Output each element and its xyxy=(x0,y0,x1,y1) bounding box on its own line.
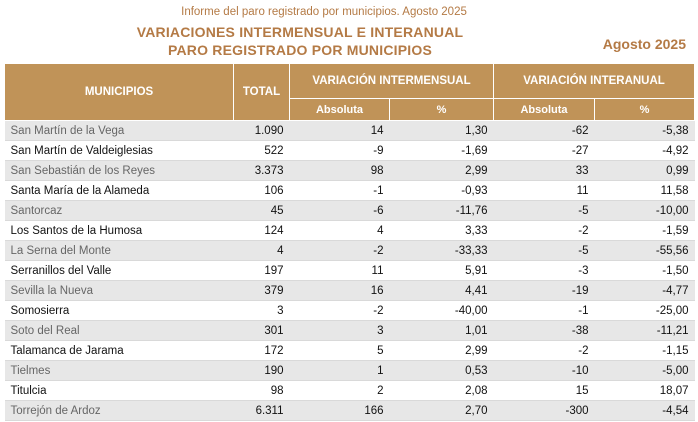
interanual-pct-value: -25,00 xyxy=(595,301,695,321)
interanual-pct-value: -11,21 xyxy=(595,321,695,341)
table-row xyxy=(5,221,695,241)
col-header-interanual-absoluta: Absoluta xyxy=(494,99,595,121)
intermensual-absoluta-value: 2 xyxy=(290,381,390,401)
table-row xyxy=(5,181,695,201)
col-header-interanual: VARIACIÓN INTERANUAL xyxy=(494,64,695,99)
interanual-absoluta-value: -300 xyxy=(494,401,595,421)
intermensual-absoluta-value: -1 xyxy=(290,181,390,201)
interanual-absoluta-value: -27 xyxy=(494,141,595,161)
report-period: Agosto 2025 xyxy=(602,36,686,52)
municipio-name: Serranillos del Valle xyxy=(5,261,234,281)
report-title-line-1: VARIACIONES INTERMENSUAL E INTERANUAL xyxy=(136,24,464,40)
intermensual-pct-value: 2,08 xyxy=(390,381,494,401)
table-row xyxy=(5,401,695,421)
total-value: 379 xyxy=(234,281,290,301)
interanual-pct-value: -4,92 xyxy=(595,141,695,161)
intermensual-absoluta-value: -6 xyxy=(290,201,390,221)
report-subtitle: Informe del paro registrado por municipios. Agosto 2025 xyxy=(181,6,467,18)
interanual-absoluta-value: -10 xyxy=(494,361,595,381)
table-head xyxy=(5,64,695,121)
intermensual-absoluta-value: -9 xyxy=(290,141,390,161)
intermensual-absoluta-value: 1 xyxy=(290,361,390,381)
intermensual-pct-value: -0,93 xyxy=(390,181,494,201)
interanual-absoluta-value: -5 xyxy=(494,241,595,261)
total-value: 197 xyxy=(234,261,290,281)
intermensual-pct-value: 0,53 xyxy=(390,361,494,381)
interanual-pct-value: -5,00 xyxy=(595,361,695,381)
interanual-pct-value: -4,54 xyxy=(595,401,695,421)
col-header-total: TOTAL xyxy=(234,64,290,121)
table-row xyxy=(5,361,695,381)
interanual-absoluta-value: -3 xyxy=(494,261,595,281)
intermensual-absoluta-value: 5 xyxy=(290,341,390,361)
col-header-intermensual-pct: % xyxy=(390,99,494,121)
interanual-absoluta-value: 33 xyxy=(494,161,595,181)
interanual-pct-value: -10,00 xyxy=(595,201,695,221)
total-value: 124 xyxy=(234,221,290,241)
intermensual-pct-value: 1,30 xyxy=(390,121,494,141)
intermensual-pct-value: -11,76 xyxy=(390,201,494,221)
interanual-pct-value: -55,56 xyxy=(595,241,695,261)
intermensual-absoluta-value: 4 xyxy=(290,221,390,241)
table-row xyxy=(5,201,695,221)
municipio-name: Titulcia xyxy=(5,381,234,401)
table-row xyxy=(5,141,695,161)
table-row xyxy=(5,241,695,261)
municipio-name: Talamanca de Jarama xyxy=(5,341,234,361)
municipios-table xyxy=(4,63,695,421)
interanual-absoluta-value: -1 xyxy=(494,301,595,321)
total-value: 3.373 xyxy=(234,161,290,181)
intermensual-pct-value: 2,99 xyxy=(390,341,494,361)
municipio-name: Somosierra xyxy=(5,301,234,321)
table-body xyxy=(5,121,695,421)
intermensual-pct-value: 2,70 xyxy=(390,401,494,421)
header-row-main xyxy=(5,64,695,99)
intermensual-absoluta-value: 14 xyxy=(290,121,390,141)
intermensual-pct-value: 1,01 xyxy=(390,321,494,341)
municipio-name: San Sebastián de los Reyes xyxy=(5,161,234,181)
municipio-name: Santorcaz xyxy=(5,201,234,221)
table-row xyxy=(5,281,695,301)
intermensual-absoluta-value: 11 xyxy=(290,261,390,281)
table-row xyxy=(5,321,695,341)
interanual-pct-value: -1,15 xyxy=(595,341,695,361)
col-header-intermensual: VARIACIÓN INTERMENSUAL xyxy=(290,64,494,99)
total-value: 98 xyxy=(234,381,290,401)
interanual-absoluta-value: -2 xyxy=(494,221,595,241)
interanual-absoluta-value: -2 xyxy=(494,341,595,361)
total-value: 45 xyxy=(234,201,290,221)
report-title-line-2: PARO REGISTRADO POR MUNICIPIOS xyxy=(168,42,432,58)
municipio-name: Soto del Real xyxy=(5,321,234,341)
interanual-absoluta-value: 15 xyxy=(494,381,595,401)
col-header-intermensual-absoluta: Absoluta xyxy=(290,99,390,121)
table-row xyxy=(5,301,695,321)
total-value: 6.311 xyxy=(234,401,290,421)
total-value: 4 xyxy=(234,241,290,261)
interanual-absoluta-value: -5 xyxy=(494,201,595,221)
total-value: 172 xyxy=(234,341,290,361)
col-header-interanual-pct: % xyxy=(595,99,695,121)
municipio-name: Sevilla la Nueva xyxy=(5,281,234,301)
total-value: 522 xyxy=(234,141,290,161)
table-row xyxy=(5,161,695,181)
interanual-absoluta-value: -38 xyxy=(494,321,595,341)
col-header-municipios: MUNICIPIOS xyxy=(5,64,234,121)
intermensual-pct-value: 5,91 xyxy=(390,261,494,281)
interanual-pct-value: 0,99 xyxy=(595,161,695,181)
intermensual-pct-value: 2,99 xyxy=(390,161,494,181)
total-value: 190 xyxy=(234,361,290,381)
intermensual-absoluta-value: -2 xyxy=(290,241,390,261)
intermensual-absoluta-value: 3 xyxy=(290,321,390,341)
interanual-pct-value: -1,50 xyxy=(595,261,695,281)
municipio-name: Santa María de la Alameda xyxy=(5,181,234,201)
interanual-pct-value: 11,58 xyxy=(595,181,695,201)
intermensual-pct-value: -1,69 xyxy=(390,141,494,161)
municipio-name: Tielmes xyxy=(5,361,234,381)
intermensual-pct-value: 3,33 xyxy=(390,221,494,241)
table-row xyxy=(5,261,695,281)
municipio-name: San Martín de Valdeiglesias xyxy=(5,141,234,161)
table-row xyxy=(5,341,695,361)
interanual-pct-value: -5,38 xyxy=(595,121,695,141)
total-value: 301 xyxy=(234,321,290,341)
interanual-pct-value: -4,77 xyxy=(595,281,695,301)
table-row xyxy=(5,121,695,141)
municipio-name: Torrejón de Ardoz xyxy=(5,401,234,421)
interanual-absoluta-value: -62 xyxy=(494,121,595,141)
municipio-name: San Martín de la Vega xyxy=(5,121,234,141)
interanual-pct-value: 18,07 xyxy=(595,381,695,401)
intermensual-absoluta-value: -2 xyxy=(290,301,390,321)
intermensual-pct-value: -33,33 xyxy=(390,241,494,261)
intermensual-pct-value: -40,00 xyxy=(390,301,494,321)
total-value: 3 xyxy=(234,301,290,321)
report-header xyxy=(0,0,698,62)
total-value: 106 xyxy=(234,181,290,201)
interanual-absoluta-value: 11 xyxy=(494,181,595,201)
interanual-absoluta-value: -19 xyxy=(494,281,595,301)
intermensual-absoluta-value: 166 xyxy=(290,401,390,421)
intermensual-absoluta-value: 16 xyxy=(290,281,390,301)
municipio-name: Los Santos de la Humosa xyxy=(5,221,234,241)
total-value: 1.090 xyxy=(234,121,290,141)
municipio-name: La Serna del Monte xyxy=(5,241,234,261)
table-row xyxy=(5,381,695,401)
intermensual-absoluta-value: 98 xyxy=(290,161,390,181)
intermensual-pct-value: 4,41 xyxy=(390,281,494,301)
interanual-pct-value: -1,59 xyxy=(595,221,695,241)
